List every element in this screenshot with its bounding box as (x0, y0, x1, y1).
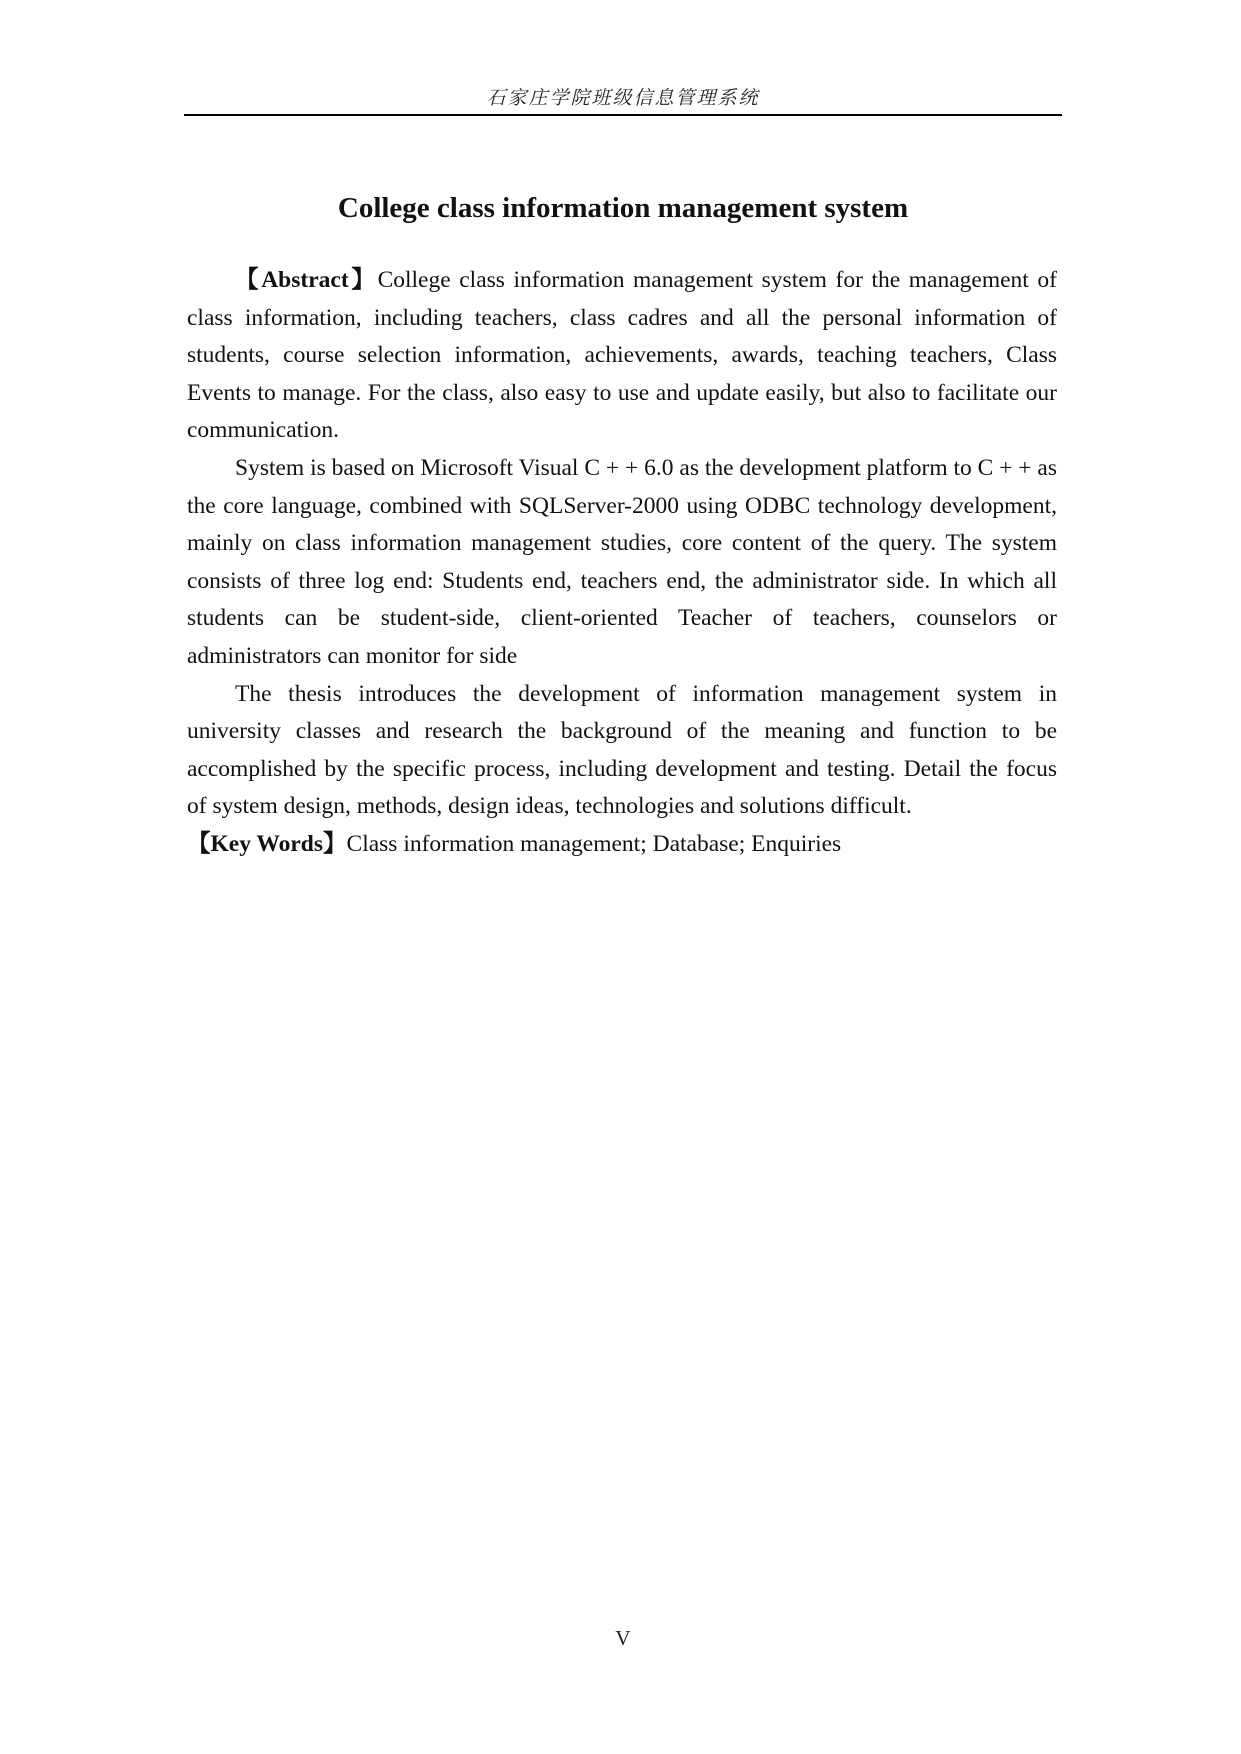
keywords-line (187, 826, 1057, 864)
page-title: College class information management system (337, 192, 909, 224)
abstract-label: 【Abstract】 (235, 267, 378, 293)
running-header: 石家庄学院班级信息管理系统 (486, 88, 760, 109)
abstract-text-1: College class information management system for the management of class information, including teachers, class cadres and all the personal information of students, course selection information, achievements, awards, teaching teachers, Class Events to manage. For the class, also easy to use and update easily, but also to facilitate our communication. (187, 267, 1057, 444)
abstract-paragraph-3: The thesis introduces the development of information management system in university classes and research the background of the meaning and function to be accomplished by the specific process, including development and testing. Detail the focus of system design, methods, design ideas, technologies and solutions difficult. (187, 680, 1057, 820)
keywords-label: 【Key Words】 (187, 830, 347, 857)
abstract-paragraph-2: System is based on Microsoft Visual C + + 6.0 as the development platform to C + + as the core language, combined with SQLServer-2000 using ODBC technology development, mainly on class information management studies, core content of the query. The system consists of three log end: Students end, teachers end, the administrator side. In which all students can be student-side, client-oriented Teacher of teachers, counselors or administrators can monitor for side (187, 454, 1058, 669)
abstract-section (187, 262, 1057, 864)
abstract-paragraph-1 (187, 262, 1057, 450)
page-number: V (615, 1626, 631, 1650)
keywords-text: Class information management; Database; Enquiries (346, 830, 842, 857)
header-rule (184, 114, 1062, 116)
